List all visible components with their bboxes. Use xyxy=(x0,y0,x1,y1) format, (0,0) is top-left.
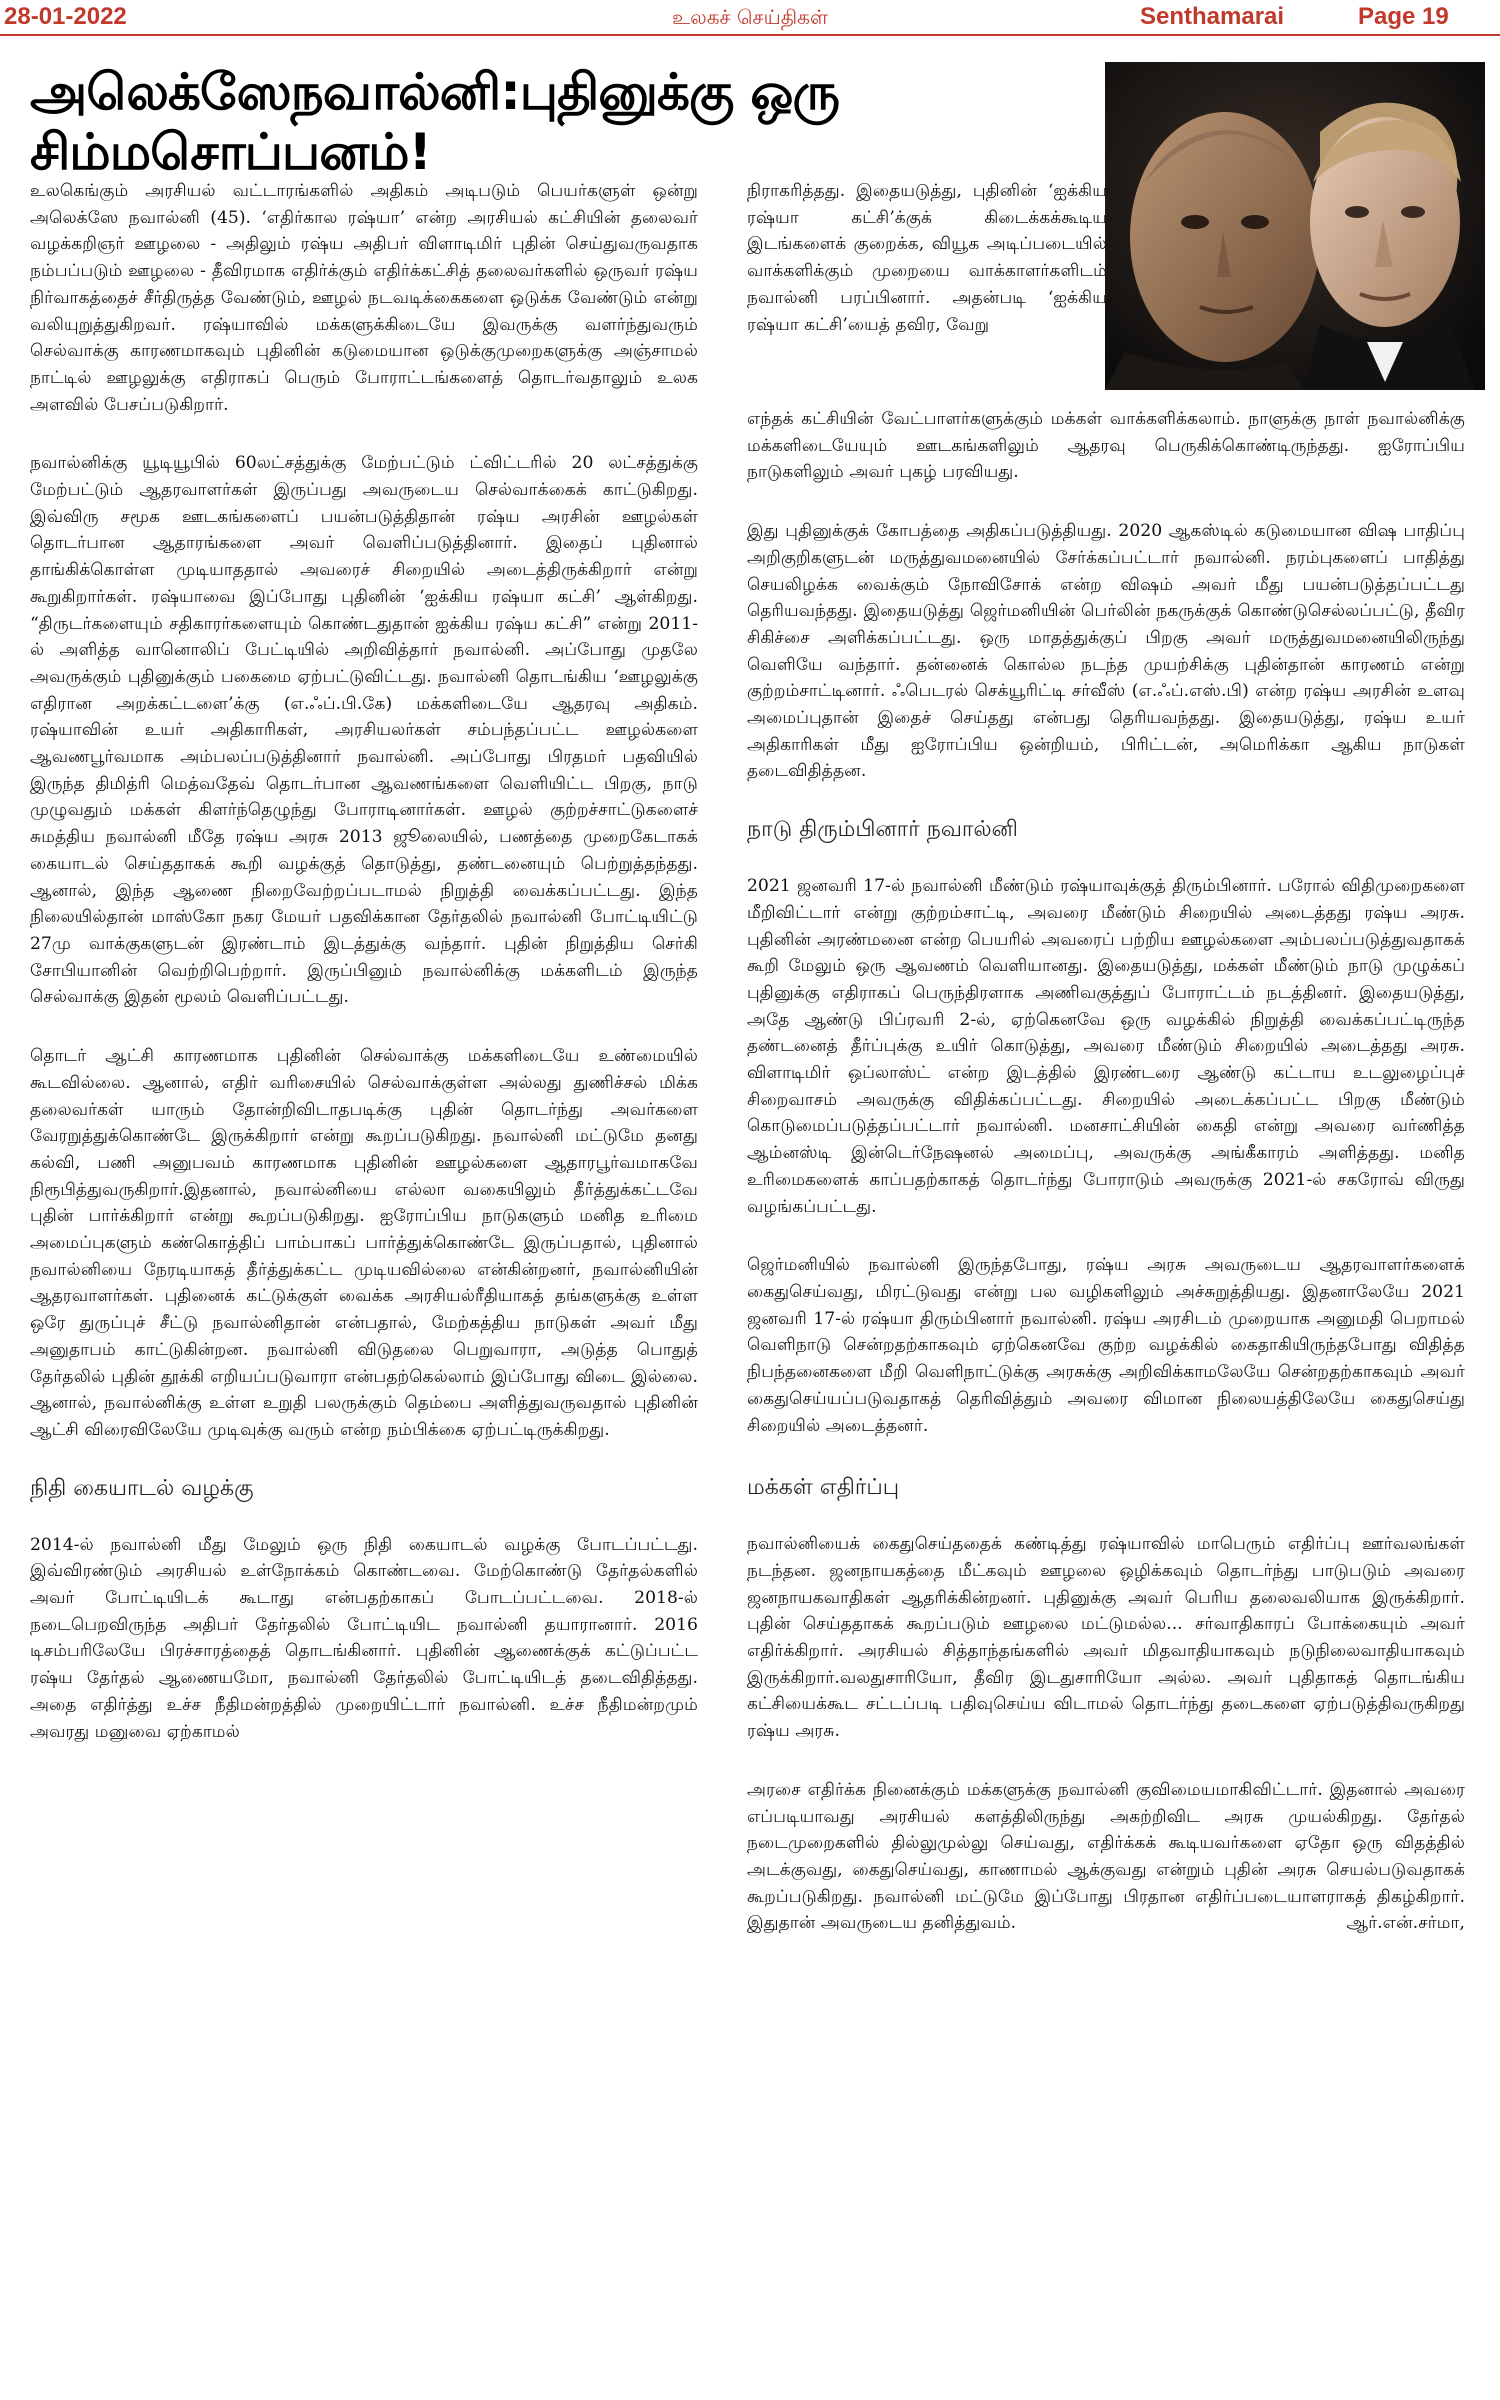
author-byline: ஆர்.என்.சர்மா, xyxy=(1346,1913,1465,1934)
paragraph: தொடர் ஆட்சி காரணமாக புதினின் செல்வாக்கு மக்களிடையே உண்மையில் கூடவில்லை. ஆனால், எதிர் வரிசையில் செல்வாக்குள்ள அல்லது துணிச்சல் மிக்க தலைவர்கள் யாரும் தோன்றிவிடாதபடிக்கு புதின் தொடர்ந்து அவர்களை வேரறுத்துக்கொண்டே இருக்கிறார் என்று கூறப்படுகிறது. நவால்னி மட்டுமே தனது கல்வி, பணி அனுபவம் காரணமாக புதினின் ஊழல்களை ஆதாரபூர்வமாகவே நிரூபித்துவருகிறார்.இதனால், நவால்னியை எல்லா வகையிலும் தீர்த்துக்கட்டவே புதின் பார்க்கிறார் என்று கூறப்படுகிறது. ஐரோப்பிய நாடுகளும் மனித உரிமை அமைப்புகளும் கண்கொத்திப் பாம்பாகப் பார்த்துக்கொண்டே இருப்பதால், புதினால் நவால்னியை நேரடியாகத் தீர்த்துக்கட்ட முடியவில்லை என்கின்றனர், நவால்னியின் ஆதரவாளர்கள். புதினைக் கட்டுக்குள் வைக்க அரசியல்ரீதியாகத் தங்களுக்கு உள்ள ஒரே துருப்புச் சீட்டு நவால்னிதான் என்பதால், மேற்கத்திய நாடுகள் அவர் மீது அனுதாபம் காட்டுகின்றன. நவால்னி விடுதலை பெறுவாரா, அடுத்த பொதுத் தேர்தலில் புதின் தூக்கி எறியப்படுவாரா என்பதற்கெல்லாம் இப்போது விடை இல்லை. ஆனால், நவால்னிக்கு உள்ள உறுதி பலருக்கும் தெம்பை அளித்துவருவதால் புதினின் ஆட்சி விரைவிலேயே முடிவுக்கு வரும் என்ற நம்பிக்கை ஏற்பட்டிருக்கிறது. xyxy=(30,1046,698,1440)
section-title: உலகச் செய்திகள் xyxy=(672,5,828,29)
paragraph: நிராகரித்தது. இதையடுத்து, புதினின் ‘ஐக்கிய ரஷ்யா கட்சி’க்குக் கிடைக்கக்கூடிய இடங்களைக் குறைக்க, வியூக அடிப்படையில் வாக்களிக்கும் முறையை வாக்காளர்களிடம் நவால்னி பரப்பினார். அதன்படி ‘ஐக்கிய ரஷ்யா கட்சி’யைத் தவிர, வேறு xyxy=(747,181,1107,335)
paragraph: அரசை எதிர்க்க நினைக்கும் மக்களுக்கு நவால்னி குவிமையமாகிவிட்டார். இதனால் அவரை எப்படியாவது அரசியல் களத்திலிருந்து அகற்றிவிட அரசு முயல்கிறது. தேர்தல் நடைமுறைகளில் தில்லுமுல்லு செய்வது, எதிர்க்கக் கூடியவர்களை ஏதோ ஒரு விதத்தில் அடக்குவது, கைதுசெய்வது, காணாமல் ஆக்குவது என்றும் புதின் அரசு செயல்படுவதாகக் கூறப்படுகிறது. நவால்னி மட்டுமே இப்போது பிரதான எதிர்ப்படையாளராகத் திகழ்கிறார். இதுதான் அவருடைய தனித்துவம். xyxy=(747,1779,1465,1934)
putin-navalny-photo xyxy=(1105,62,1485,390)
page-number: Page 19 xyxy=(1358,3,1449,30)
subheading-return: நாடு திரும்பினார் நவால்னி xyxy=(747,817,1018,843)
article-right-top xyxy=(747,178,1107,338)
paragraph: எந்தக் கட்சியின் வேட்பாளர்களுக்கும் மக்கள் வாக்களிக்கலாம். நாளுக்கு நாள் நவால்னிக்கு மக்களிடையேயும் ஊடகங்களிலும் ஆதரவு பெருகிக்கொண்டிருந்தது. ஐரோப்பிய நாடுகளிலும் அவர் புகழ் பரவியது. xyxy=(747,409,1465,483)
paragraph: இது புதினுக்குக் கோபத்தை அதிகப்படுத்தியது. 2020 ஆகஸ்டில் கடுமையான விஷ பாதிப்பு அறிகுறிகளுடன் மருத்துவமனையில் சேர்க்கப்பட்டார் நவால்னி. நரம்புகளைப் பாதித்து செயலிழக்க வைக்கும் நோவிசோக் என்ற விஷம் அவர் மீது பயன்படுத்தப்பட்டது தெரியவந்தது. இதையடுத்து ஜெர்மனியின் பெர்லின் நகருக்குக் கொண்டுசெல்லப்பட்டு, தீவிர சிகிச்சை அளிக்கப்பட்டது. ஒரு மாதத்துக்குப் பிறகு அவர் மருத்துவமனையிலிருந்து வெளியே வந்தார். தன்னைக் கொல்ல நடந்த முயற்சிக்கு புதின்தான் காரணம் என்று குற்றம்சாட்டினார். ஃபெடரல் செக்யூரிட்டி சர்வீஸ் (எ.ஃப்.எஸ்.பி) என்ற ரஷ்ய அரசின் உளவு அமைப்புதான் இதைச் செய்தது என்பது தெரியவந்தது. இதையடுத்து, ரஷ்ய உயர் அதிகாரிகள் மீது ஐரோப்பிய ஒன்றியம், பிரிட்டன், அமெரிக்கா ஆகிய நாடுகள் தடைவிதித்தன. xyxy=(747,521,1465,782)
paragraph: நவால்னிக்கு யூடியூபில் 60லட்சத்துக்கு மேற்பட்டும் ட்விட்டரில் 20 லட்சத்துக்கு மேற்பட்டும் ஆதரவாளர்கள் இருப்பது அவருடைய செல்வாக்கைக் காட்டுகிறது. இவ்விரு சமூக ஊடகங்களைப் பயன்படுத்திதான் ரஷ்ய அரசின் ஊழல்கள் தொடர்பான ஆதாரங்களை அவர் வெளிப்படுத்தினார். இதைப் புதினால் தாங்கிக்கொள்ள முடியாததால் அவரைச் சிறையில் அடைத்திருக்கிறார் என்று கூறுகிறார்கள். ரஷ்யாவை இப்போது புதினின் ‘ஐக்கிய ரஷ்யா கட்சி’ ஆள்கிறது. “திருடர்களையும் சதிகாரர்களையும் கொண்டதுதான் ஐக்கிய ரஷ்ய கட்சி” என்று 2011-ல் அளித்த வானொலிப் பேட்டியில் அறிவித்தார் நவால்னி. அப்போது முதலே அவருக்கும் புதினுக்கும் பகைமை ஏற்பட்டுவிட்டது. நவால்னி தொடங்கிய ‘ஊழலுக்கு எதிரான அறக்கட்டளை’க்கு (எ.ஃப்.பி.கே) மக்களிடையே ஆதரவு அதிகம். ரஷ்யாவின் உயர் அதிகாரிகள், அரசியலர்கள் சம்பந்தப்பட்ட ஊழல்களை ஆவணபூர்வமாக அம்பலப்படுத்தினார் நவால்னி. அப்போது பிரதமர் பதவியில் இருந்த திமித்ரி மெத்வதேவ் தொடர்பான ஆவணங்களை வெளியிட்ட பிறகு, நாடு முழுவதும் மக்கள் கிளர்ந்தெழுந்து போராடினார்கள். ஊழல் குற்றச்சாட்டுகளைச் சுமத்திய நவால்னி மீதே ரஷ்ய அரசு 2013 ஜூலையில், பணத்தை முறைகேடாகக் கையாடல் செய்ததாகக் கூறி வழக்குத் தொடுத்து, தண்டனையும் பெற்றுத்தந்தது. ஆனால், இந்த ஆணை நிறைவேற்றப்படாமல் நிறுத்தி வைக்கப்பட்டது. இந்த நிலையில்தான் மாஸ்கோ நகர மேயர் பதவிக்கான தேர்தலில் நவால்னி போட்டியிட்டு 27மு வாக்குகளுடன் இரண்டாம் இடத்துக்கு வந்தார். புதின் நிறுத்திய செர்கி சோபியானின் வெற்றிபெற்றார். இருப்பினும் நவால்னிக்கு மக்களிடம் இருந்த செல்வாக்கு இதன் மூலம் வெளிப்பட்டது. xyxy=(30,453,699,1008)
page-header xyxy=(0,0,1500,36)
paragraph: 2014-ல் நவால்னி மீது மேலும் ஒரு நிதி கையாடல் வழக்கு போடப்பட்டது. இவ்விரண்டும் அரசியல் உள்நோக்கம் கொண்டவை. மேற்கொண்டு தேர்தல்களில் அவர் போட்டியிடக் கூடாது என்பதற்காகப் போடப்பட்டவை. 2018-ல் நடைபெறவிருந்த அதிபர் தேர்தலில் போட்டியிட நவால்னி தயாரானார். 2016 டிசம்பரிலேயே பிரச்சாரத்தைத் தொடங்கினார். புதினின் ஆணைக்குக் கட்டுப்பட்ட ரஷ்ய தேர்தல் ஆணையமோ, நவால்னி தேர்தலில் போட்டியிடத் தடைவிதித்தது. அதை எதிர்த்து உச்ச நீதிமன்றத்தில் முறையிட்டார் நவால்னி. உச்ச நீதிமன்றமும் அவரது மனுவை ஏற்காமல் xyxy=(30,1534,698,1742)
paragraph: 2021 ஜனவரி 17-ல் நவால்னி மீண்டும் ரஷ்யாவுக்குத் திரும்பினார். பரோல் விதிமுறைகளை மீறிவிட்டார் என்று குற்றம்சாட்டி, அவரை மீண்டும் சிறையில் அடைத்தது ரஷ்ய அரசு. புதினின் அரண்மனை என்ற பெயரில் அவரைப் பற்றிய ஊழல்களை அம்பலப்படுத்துவதாகக் கூறி மேலும் ஒரு ஆவணம் வெளியானது. இதையடுத்து, மக்கள் மீண்டும் நாடு முழுக்கப் புதினுக்கு எதிராகப் பெருந்திரளாக அணிவகுத்துப் போராட்டம் நடத்தினர். இதையடுத்து, அதே ஆண்டு பிப்ரவரி 2-ல், ஏற்கெனவே ஒரு வழக்கில் நிறுத்தி வைக்கப்பட்டிருந்த தண்டனைத் தீர்ப்புக்கு உயிர் கொடுத்து, அவரை மீண்டும் சிறையில் அடைத்தது அரசு. விளாடிமிர் ஒப்லாஸ்ட் என்ற இடத்தில் இரண்டரை ஆண்டு கட்டாய உடலுழைப்புச் சிறைவாசம் அவருக்கு விதிக்கப்பட்டது. சிறையில் அடைக்கப்பட்ட பிறகு மீண்டும் கொடுமைப்படுத்தப்பட்டார் நவால்னி. மனசாட்சியின் கைதி என்று அவரை வர்ணித்த ஆம்னஸ்டி இன்டெர்நேஷனல் அமைப்பு, அவருக்கு அங்கீகாரம் அளித்தது. மனித உரிமைகளைக் காப்பதற்காகத் தொடர்ந்து போராடும் அவருக்கு 2021-ல் சகரோவ் விருது வழங்கப்பட்டது. xyxy=(747,876,1465,1217)
subheading-protest: மக்கள் எதிர்ப்பு xyxy=(747,1475,900,1501)
subheading-fund-misuse: நிதி கையாடல் வழக்கு xyxy=(30,1475,254,1501)
navalny-portrait xyxy=(1305,103,1475,390)
article-left-column xyxy=(30,178,698,1745)
article-headline: அலெக்ஸேநவால்னி:புதினுக்கு ஒரு சிம்மசொப்பனம்! xyxy=(30,63,840,181)
article-right-column xyxy=(747,406,1465,1937)
paragraph: ஜெர்மனியில் நவால்னி இருந்தபோது, ரஷ்ய அரசு அவருடைய ஆதரவாளர்களைக் கைதுசெய்வது, மிரட்டுவது என்று பல வழிகளிலும் அச்சுறுத்தியது. இதனாலேயே 2021 ஜனவரி 17-ல் ரஷ்யா திரும்பினார் நவால்னி. ரஷ்ய அரசிடம் முறையாக அனுமதி பெறாமல் வெளிநாடு சென்றதற்காகவும் ஏற்கெனவே குற்ற வழக்கில் கைதாகியிருந்தபோது விதித்த நிபந்தனைகளை மீறி வெளிநாட்டுக்கு அரசுக்கு அறிவிக்காமலேயே சென்றதற்காகவும் அவர் கைதுசெய்யப்படுவதாகத் தெரிவித்தும் அவரை விமான நிலையத்திலேயே கைதுசெய்து சிறையில் அடைத்தனர். xyxy=(747,1255,1465,1436)
newspaper-name: Senthamarai xyxy=(1140,3,1285,30)
issue-date: 28-01-2022 xyxy=(4,3,127,30)
paragraph: நவால்னியைக் கைதுசெய்ததைக் கண்டித்து ரஷ்யாவில் மாபெரும் எதிர்ப்பு ஊர்வலங்கள் நடந்தன. ஜனநாயகத்தை மீட்கவும் ஊழலை ஒழிக்கவும் தொடர்ந்து பாடுபடும் அவரை ஜனநாயகவாதிகள் ஆதரிக்கின்றனர். புதினுக்கு அவர் பெரிய தலைவலியாக இருக்கிறார். புதின் செய்ததாகக் கூறப்படும் ஊழலை மட்டுமல்ல... சர்வாதிகாரப் போக்கையும் அவர் எதிர்க்கிறார். அரசியல் சித்தாந்தங்களில் அவர் மிதவாதியாகவும் நடுநிலைவாதியாகவும் இருக்கிறார்.வலதுசாரியோ, தீவிர இடதுசாரியோ அல்ல. அவர் புதிதாகத் தொடங்கிய கட்சியைக்கூட சட்டப்படி பதிவுசெய்ய விடாமல் தொடர்ந்து தடைகளை ஏற்படுத்திவருகிறது ரஷ்ய அரசு. xyxy=(747,1534,1465,1742)
paragraph: உலகெங்கும் அரசியல் வட்டாரங்களில் அதிகம் அடிபடும் பெயர்களுள் ஒன்று அலெக்ஸே நவால்னி (45). ‘எதிர்கால ரஷ்யா’ என்ற அரசியல் கட்சியின் தலைவர் வழக்கறிஞர் ஊழலை - அதிலும் ரஷ்ய அதிபர் விளாடிமிர் புதின் செய்துவருவதாக நம்பப்படும் ஊழலை - தீவிரமாக எதிர்க்கும் எதிர்க்கட்சித் தலைவர்களில் ஒருவர் ரஷ்ய நிர்வாகத்தைச் சீர்திருத்த வேண்டும், ஊழல் நடவடிக்கைகளை ஒடுக்க வேண்டும் என்று வலியுறுத்துகிறவர். ரஷ்யாவில் மக்களுக்கிடையே இவருக்கு வளர்ந்துவரும் செல்வாக்கு காரணமாகவும் புதினின் கடுமையான ஒடுக்குமுறைகளுக்கு அஞ்சாமல் நாட்டில் ஊழலுக்கு எதிராகப் பெரும் போராட்டங்களைத் தொடர்வதாலும் உலக அளவில் பேசப்படுகிறார். xyxy=(30,181,698,415)
